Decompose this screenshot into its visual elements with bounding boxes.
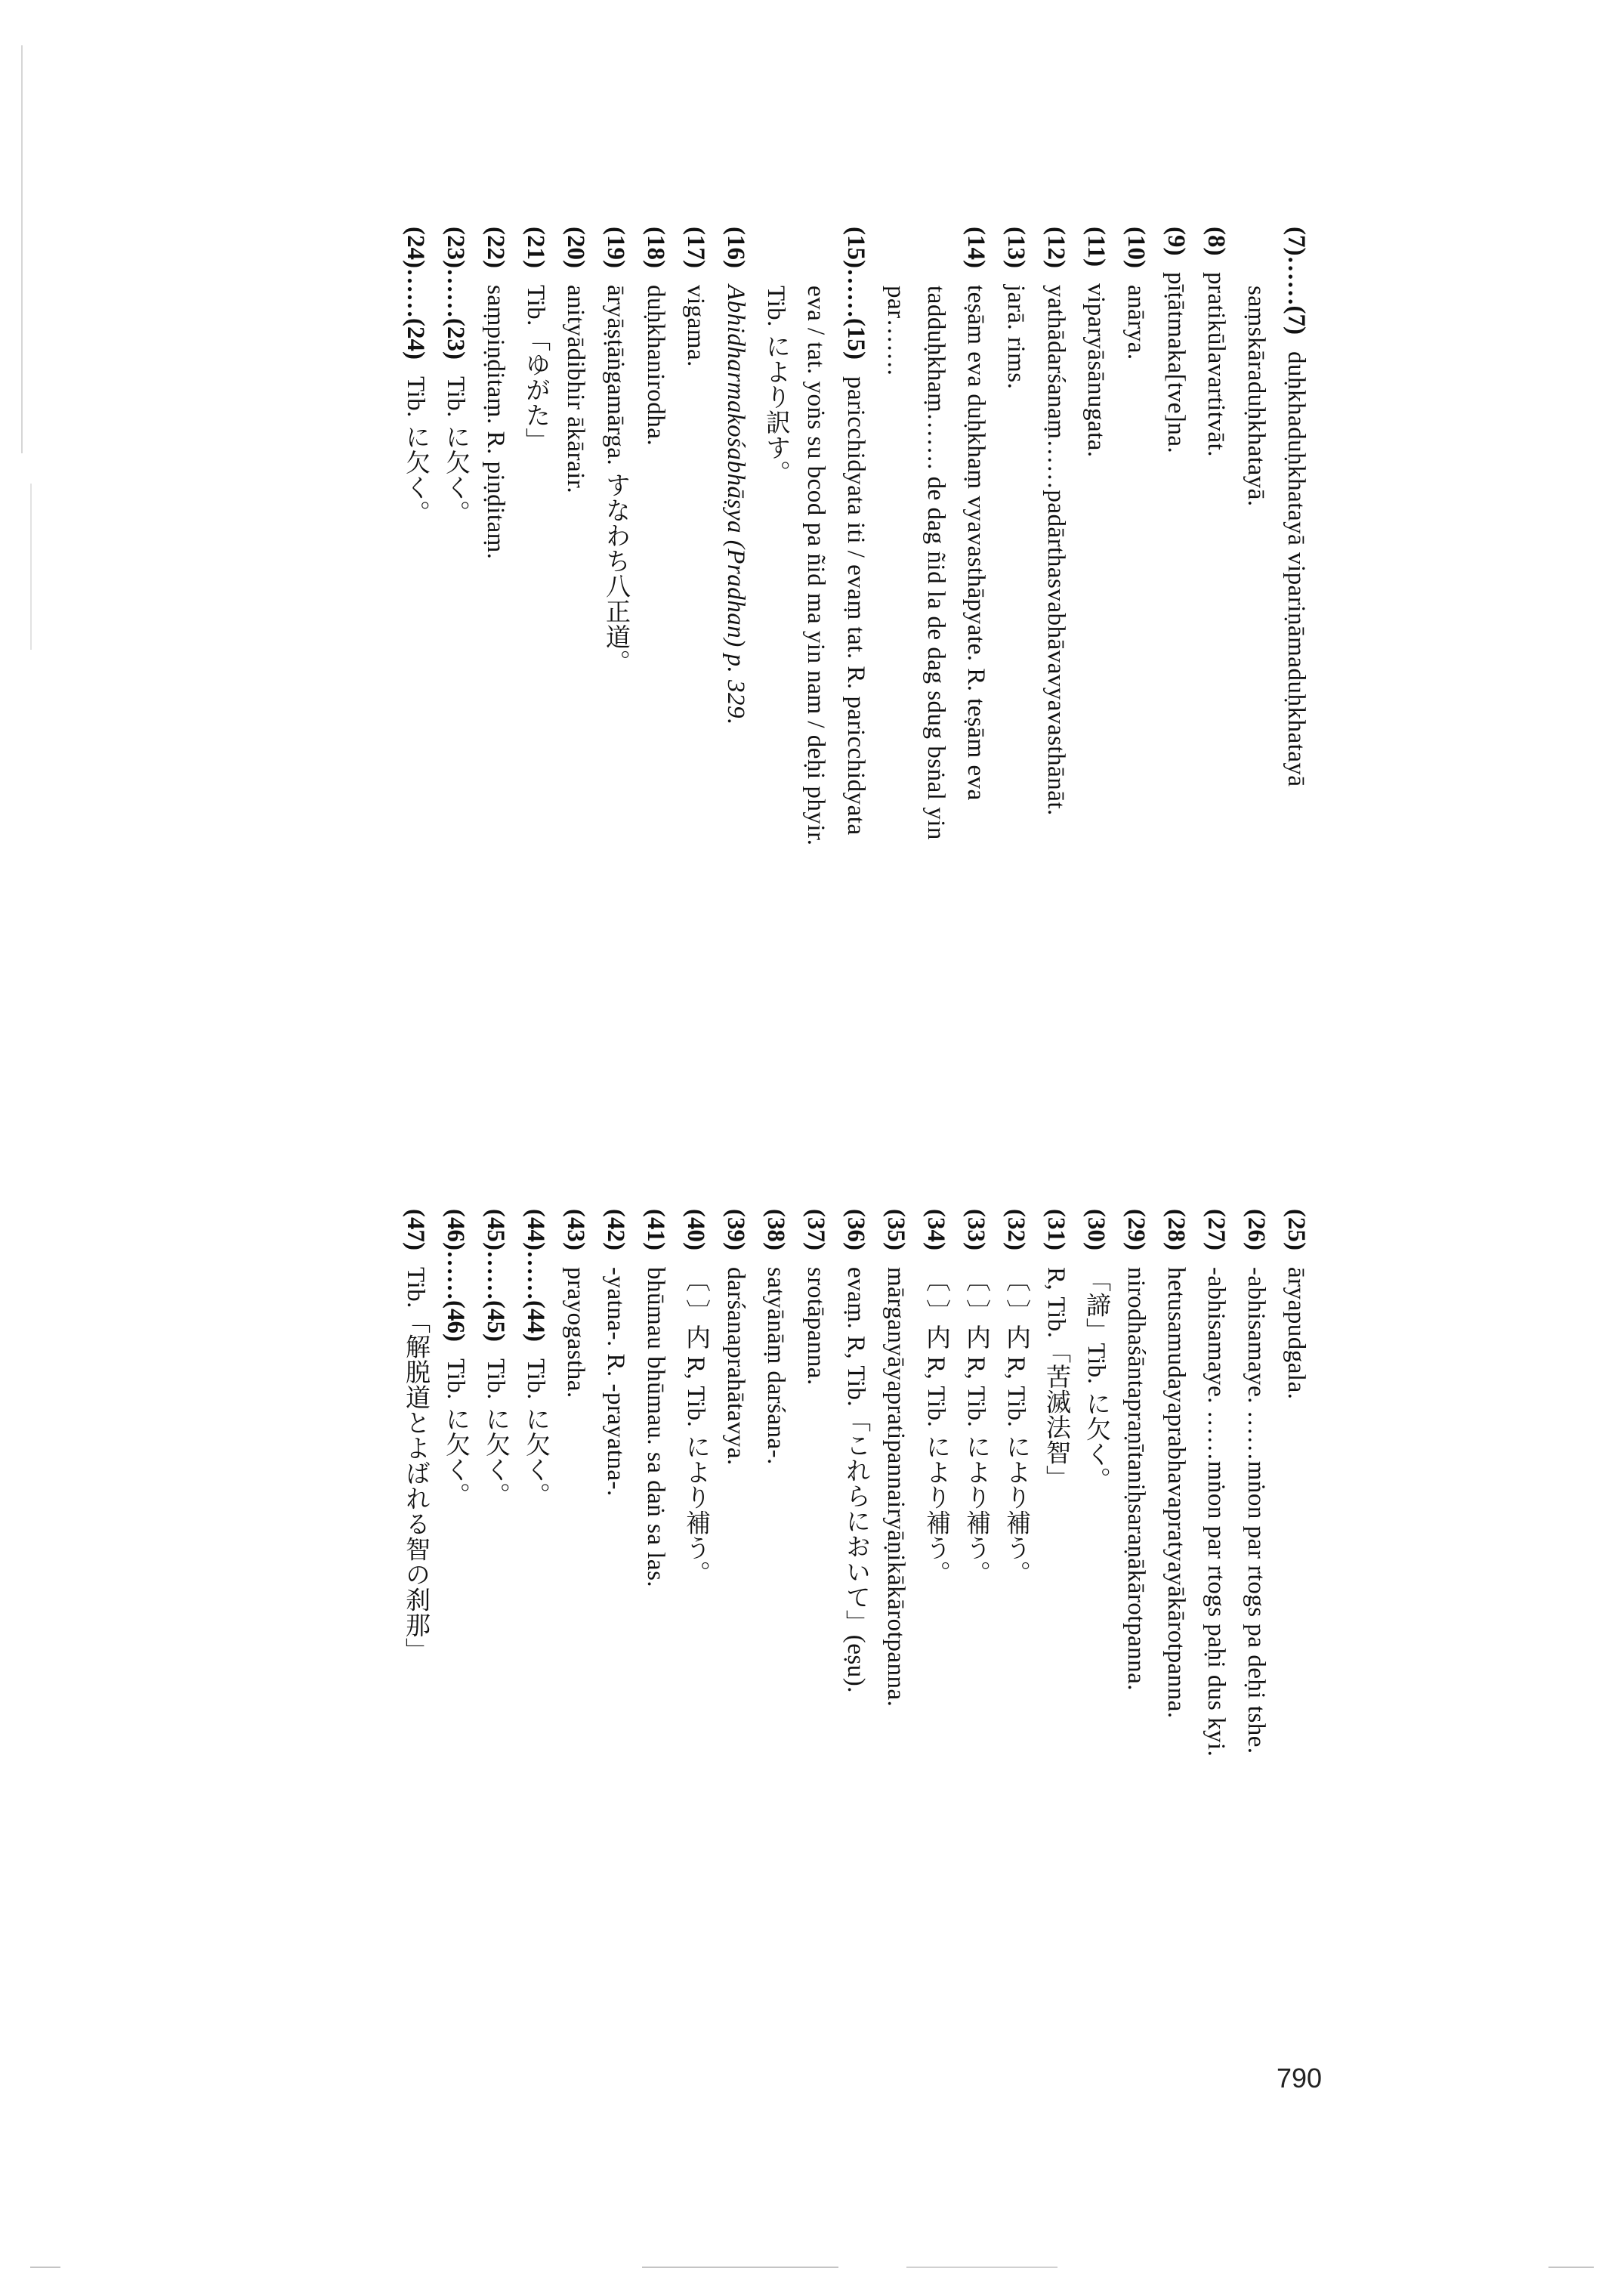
note-number: (15)……(15): [842, 227, 869, 360]
note-text: hetusamudayaprabhavapratyayākārotpanna.: [1162, 1266, 1190, 1719]
note-text: -abhisamaye. ……mṅon par rtogs pa deḥi tshe.: [1243, 1266, 1270, 1754]
note-line: [1081, 1209, 1111, 1492]
note-line: [1121, 1209, 1151, 1691]
note-text: anityādibhir ākārair.: [562, 284, 589, 494]
note-number: (12): [1042, 227, 1070, 268]
note-number: (25): [1283, 1209, 1310, 1250]
note-line: [400, 227, 431, 526]
note-number: (14): [962, 227, 990, 268]
note-number: (46)……(46): [442, 1209, 469, 1342]
note-line: [1081, 227, 1111, 458]
note-text: tadduḥkhaṃ……. de dag ñid la de dag sdug bsṅal yin: [922, 286, 949, 840]
note-line: [1041, 227, 1071, 816]
note-number: (37): [802, 1209, 829, 1250]
note-number: (9): [1162, 227, 1190, 256]
note-number: (29): [1122, 1209, 1150, 1250]
note-number: (42): [602, 1209, 629, 1250]
note-number: (30): [1082, 1209, 1110, 1250]
note-text: yathādarśanaṃ……padārthasvabhāvavyavasthānāt.: [1042, 284, 1070, 816]
note-number: (38): [762, 1209, 789, 1250]
scan-artifact: [30, 484, 32, 650]
note-text: 「諦」Tib. に欠く。: [1082, 1266, 1110, 1493]
note-line: [1001, 227, 1031, 389]
note-line: [1161, 227, 1191, 454]
note-number: (35): [882, 1209, 909, 1250]
note-line: [480, 227, 511, 560]
note-number: (21): [522, 227, 549, 268]
note-text: 〔 〕内 R, Tib. により補う。: [962, 1266, 990, 1587]
note-number: (31): [1042, 1209, 1070, 1250]
scan-artifact: [1548, 2267, 1594, 2268]
note-line: [601, 227, 631, 675]
note-text: Tib. に欠く。: [522, 1358, 549, 1508]
note-text: vigama.: [682, 284, 709, 367]
endnotes: [140, 227, 1319, 2131]
note-line: [1161, 1209, 1191, 1719]
note-number: (10): [1122, 227, 1150, 268]
note-text: duḥkhanirodha.: [642, 284, 669, 447]
note-line: [1001, 1209, 1031, 1586]
note-line: [440, 1209, 471, 1508]
note-line: [721, 1209, 751, 1466]
note-line: [841, 227, 871, 836]
scan-artifact: [30, 2267, 60, 2268]
note-number: (16): [722, 227, 749, 268]
note-text: jarā. rims.: [1002, 284, 1030, 390]
note-number: (39): [722, 1209, 749, 1250]
note-line: [801, 1209, 831, 1386]
note-number: (7)……(7): [1283, 227, 1310, 335]
note-line: [921, 1209, 951, 1586]
note-text: 〔 〕内 R, Tib. により補う。: [682, 1266, 709, 1587]
note-line: [681, 1209, 711, 1586]
note-text: viparyāsānugata.: [1082, 283, 1110, 458]
note-text: Tib. に欠く。: [402, 375, 429, 526]
note-line: [480, 1209, 511, 1508]
note-line: [1121, 227, 1151, 360]
note-text: saṃskāraduḥkhatayā.: [1243, 286, 1270, 507]
note-line: [681, 227, 711, 367]
note-number: (24)……(24): [402, 227, 429, 360]
note-text: pīṭātmaka[tve]na.: [1162, 272, 1190, 454]
note-number: (11): [1082, 227, 1110, 267]
note-text: bhūmau bhūmau. sa daṅ sa las.: [642, 1266, 669, 1588]
note-line: [1201, 227, 1231, 457]
note-text: paricchidyata iti / evaṃ tat. R. paricchidyata: [842, 375, 869, 836]
note-line: [881, 227, 911, 375]
note-line: [400, 1209, 431, 1663]
note-line: [721, 227, 751, 725]
note-text: 〔 〕内 R, Tib. により補う。: [922, 1266, 949, 1587]
note-line: [801, 227, 831, 845]
note-text: -yatna-. R. -prayatna-.: [602, 1266, 629, 1497]
note-text: Tib.「ゆがた」: [522, 284, 549, 453]
note-text: duḥkhaduḥkhatayā vipariṇāmaduḥkhatayā: [1283, 351, 1310, 787]
note-text: evaṃ. R, Tib.「これらにおいて」(eṣu).: [842, 1266, 869, 1693]
note-number: (45)……(45): [482, 1209, 509, 1342]
note-text: Abhidharmakośabhāṣya (Pradhan) p. 329.: [722, 284, 749, 725]
note-line: [1241, 227, 1271, 507]
note-line: [881, 1209, 911, 1707]
note-number: (28): [1162, 1209, 1190, 1250]
note-number: (17): [682, 227, 709, 268]
note-line: [440, 227, 471, 526]
note-text: āryapudgala.: [1283, 1266, 1310, 1400]
note-line: [520, 1209, 551, 1508]
note-line: [1281, 1209, 1311, 1399]
note-line: [601, 1209, 631, 1497]
note-number: (13): [1002, 227, 1030, 268]
note-text: mārganyāyapratipannairyāṇikākārotpanna.: [882, 1266, 909, 1707]
note-number: (22): [482, 227, 509, 268]
note-number: (34): [922, 1209, 949, 1250]
note-line: [761, 1209, 791, 1465]
note-number: (40): [682, 1209, 709, 1250]
note-line: [1241, 1209, 1271, 1754]
note-number: (8): [1203, 227, 1230, 256]
note-text: āryāṣṭāṅgamārga. すなわち八正道。: [602, 284, 629, 675]
note-line: [961, 1209, 991, 1586]
note-text: darśanaprahātavya.: [722, 1266, 749, 1466]
note-text: prayogastha.: [562, 1266, 589, 1398]
scan-artifact: [21, 45, 23, 453]
note-text: saṃpiṇḍitaṃ. R. piṇḍitaṃ.: [482, 284, 509, 560]
note-number: (23)……(23): [442, 227, 469, 360]
note-line: [921, 227, 951, 840]
note-line: [641, 1209, 671, 1587]
note-number: (41): [642, 1209, 669, 1250]
note-text: R, Tib.「苦滅法智」: [1042, 1266, 1070, 1491]
note-number: (44)……(44): [522, 1209, 549, 1342]
note-number: (27): [1203, 1209, 1230, 1250]
note-text: eva / tat. yoṅs su bcod pa ñid ma yin nam / deḥi phyir.: [802, 286, 829, 846]
note-text: srotāpanna.: [802, 1266, 829, 1386]
note-text: Tib. に欠く。: [442, 375, 469, 526]
note-line: [1041, 1209, 1071, 1490]
note-line: [761, 227, 791, 486]
note-line: [841, 1209, 871, 1693]
note-line: [560, 227, 591, 493]
note-line: [961, 227, 991, 801]
note-number: (20): [562, 227, 589, 268]
note-text: pratikūlavartitvāt.: [1203, 272, 1230, 458]
note-text: -abhisamaye. ……mṅon par rtogs paḥi dus kyi.: [1203, 1266, 1230, 1757]
scan-artifact: [906, 2267, 1057, 2268]
note-text: anārya.: [1122, 284, 1150, 360]
note-number: (18): [642, 227, 669, 268]
note-text: Tib. により訳す。: [762, 286, 789, 486]
note-line: [1201, 1209, 1231, 1757]
scan-artifact: [642, 2267, 838, 2268]
note-text: satyānāṃ darśana-.: [762, 1266, 789, 1465]
note-number: (33): [962, 1209, 990, 1250]
note-number: (43): [562, 1209, 589, 1250]
page-number: 790: [1277, 2063, 1323, 2094]
note-text: Tib.「解脱道とよばれる智の刹那」: [402, 1266, 429, 1663]
note-line: [1281, 227, 1311, 787]
note-text: Tib. に欠く。: [482, 1358, 509, 1508]
note-number: (36): [842, 1209, 869, 1250]
note-line: [560, 1209, 591, 1398]
note-number: (47): [402, 1209, 429, 1250]
note-number: (26): [1243, 1209, 1270, 1250]
note-text: nirodhaśāntapraṇītaniḥsaraṇākārotpanna.: [1122, 1266, 1150, 1692]
note-line: [641, 227, 671, 446]
note-text: 〔 〕内 R, Tib. により補う。: [1002, 1266, 1030, 1587]
note-number: (32): [1002, 1209, 1030, 1250]
note-text: Tib. に欠く。: [442, 1358, 469, 1508]
note-text: par…….: [882, 286, 909, 376]
note-number: (19): [602, 227, 629, 268]
note-text: teṣām eva duḥkhaṃ vyavasthāpyate. R. teṣām eva: [962, 284, 990, 801]
note-line: [520, 227, 551, 453]
